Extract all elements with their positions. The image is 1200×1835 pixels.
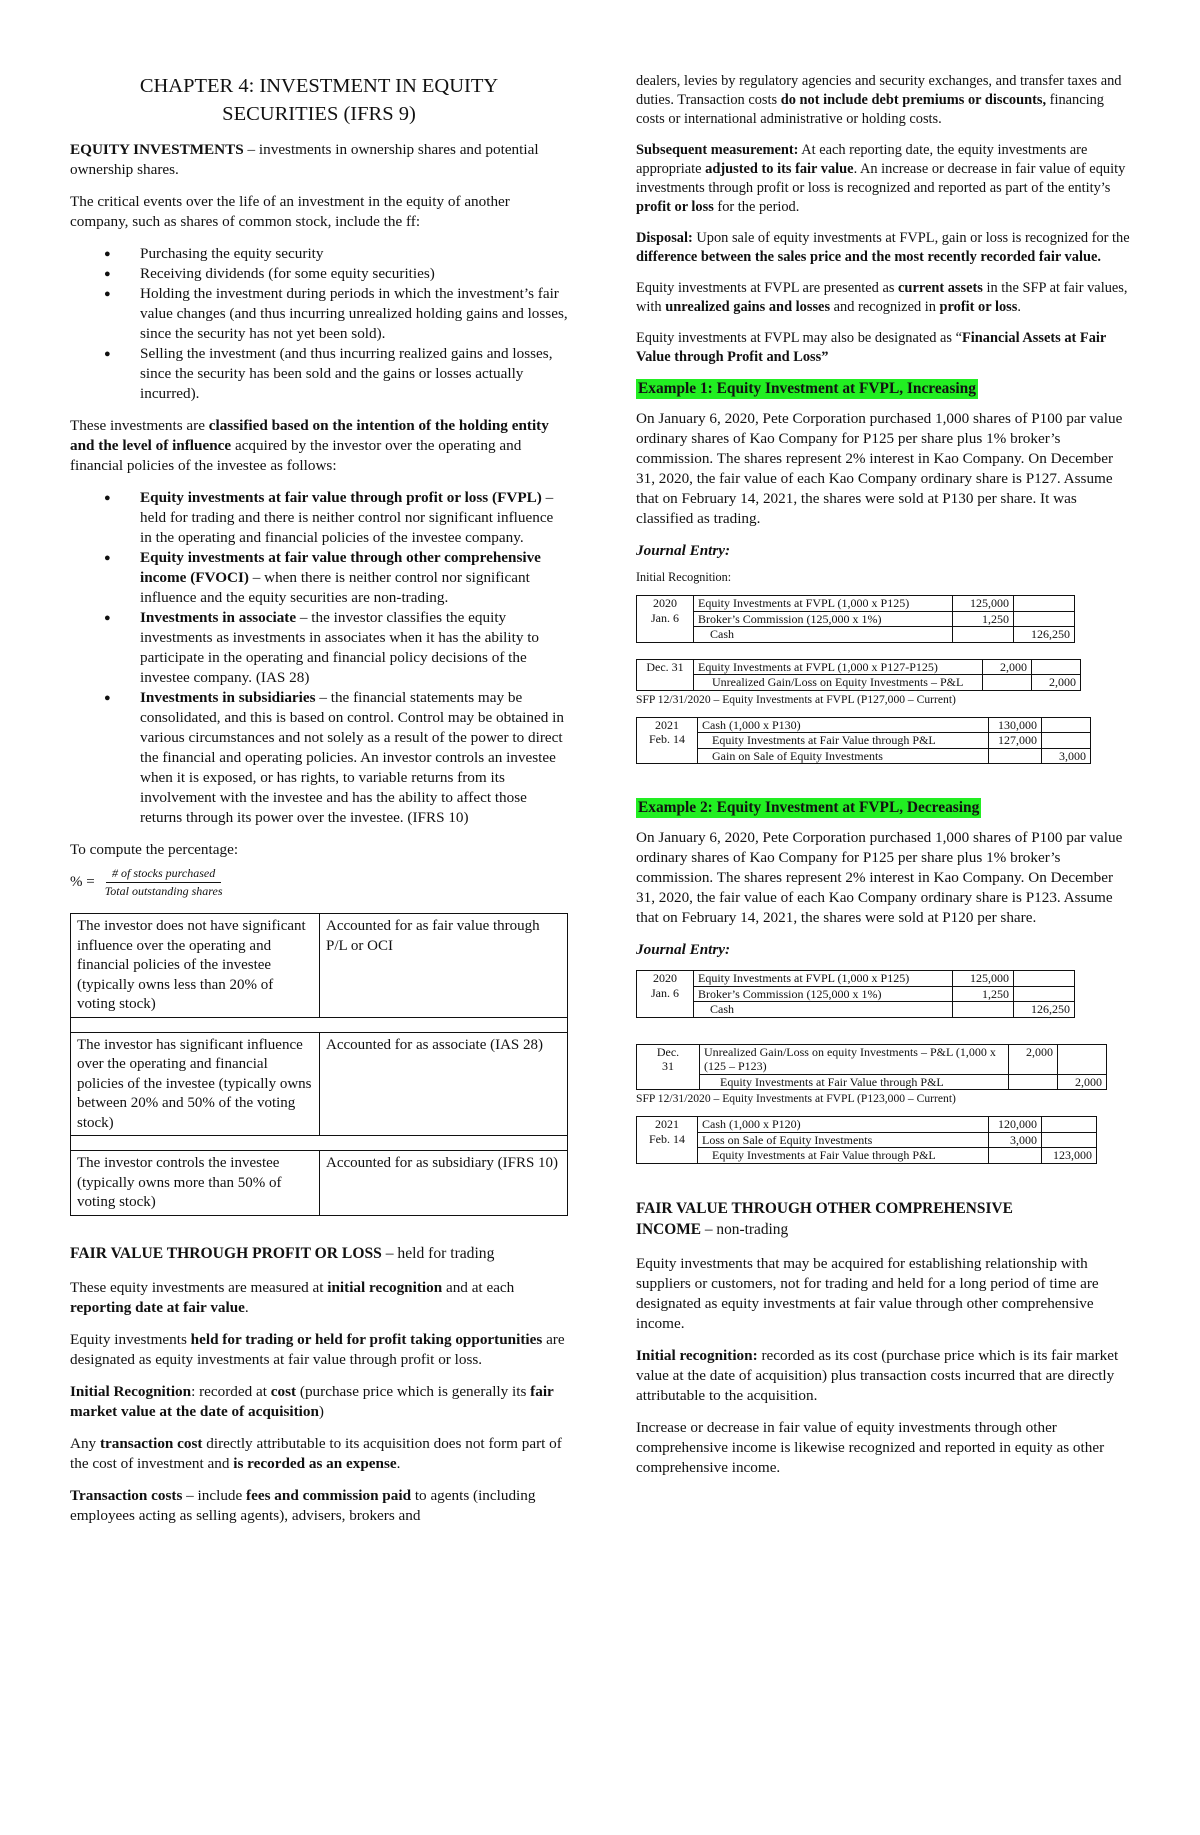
formula-fraction: $\frac{\text{\# of stocks purchased}}{\text{Total outstanding shares}}$ — [104, 866, 223, 898]
critical-events-intro: The critical events over the life of an investment in the equity of another company, such as shares of common stock, include the ff: — [70, 193, 510, 230]
table-cell: Accounted for as fair value through P/L or OCI — [320, 914, 568, 1018]
table-cell: 1,250 — [953, 611, 1014, 627]
table-cell: Accounted for as subsidiary (IFRS 10) — [320, 1151, 568, 1216]
table-cell: 2,000 — [1032, 675, 1081, 691]
table-cell: Dec. 31 — [637, 659, 694, 690]
table-row — [71, 1151, 568, 1216]
journal-entry-label: Journal Entry: — [636, 941, 731, 958]
classification-paragraph: These investments are classified based on the intention of the holding entity and the level of influence acquired by the investor over the operating and financial policies of the investee as follows: — [70, 417, 549, 474]
table-cell — [1042, 1132, 1097, 1148]
disposal: Disposal: Upon sale of equity investments at FVPL, gain or loss is recognized for the difference between the sales price and the most recently recorded fair value. — [636, 230, 1130, 265]
table-row — [637, 1074, 1107, 1090]
table-row — [637, 733, 1091, 749]
list-item: ● Holding the investment during periods in which the investment’s fair value changes (and thus incurring unrealized holding gains and losses, since the security has not yet been sold). — [140, 284, 568, 344]
table-cell: Unrealized Gain/Loss on Equity Investments – P&L — [694, 675, 983, 691]
table-cell — [953, 627, 1014, 643]
table-cell: 130,000 — [989, 717, 1042, 733]
table-cell: The investor controls the investee (typically owns more than 50% of voting stock) — [71, 1151, 320, 1216]
table-cell: 3,000 — [1042, 748, 1091, 764]
fvpl-heading: FAIR VALUE THROUGH PROFIT OR LOSS – held for trading — [70, 1244, 495, 1262]
transaction-cost-paragraph: Any transaction cost directly attributable to its acquisition does not form part of the cost of investment and is recorded as an expense. — [70, 1434, 562, 1472]
table-cell — [989, 748, 1042, 764]
table-row — [637, 1002, 1075, 1018]
table-cell: 1,250 — [953, 986, 1014, 1002]
example-2-text: On January 6, 2020, Pete Corporation purchased 1,000 shares of P100 par value ordinary shares of Kao Company for P125 per share plus 1% broker’s commission. The shares represent 2% interest in Kao Company. On December 31, 2020, the fair value of each Kao Company ordinary share is P123. Assume that on February 14, 2021, the shares were sold at P120 per share. — [636, 829, 1123, 926]
table-cell: The investor does not have significant influence over the operating and financial policies of the investee (typically owns less than 20% of voting stock) — [71, 914, 320, 1018]
table-cell — [1014, 611, 1075, 627]
table-cell: 125,000 — [953, 971, 1014, 987]
list-item: ● Equity investments at fair value through other comprehensive income (FVOCI) – when there is neither control nor significant influence and the equity securities are non-trading. — [140, 548, 568, 608]
percentage-formula: % = $\frac{\text{\# of stocks purchased}}{\text{Total outstanding shares}}$ — [70, 866, 568, 899]
table-cell: Dec. 31 — [637, 1044, 700, 1090]
table-cell — [1014, 596, 1075, 612]
table-row — [637, 717, 1091, 733]
sfp-note: SFP 12/31/2020 – Equity Investments at FVPL (P123,000 – Current) — [636, 1092, 956, 1105]
example-1-heading: Example 1: Equity Investment at FVPL, Increasing — [638, 380, 976, 397]
right-column — [636, 72, 1134, 1490]
example-2-heading: Example 2: Equity Investment at FVPL, Decreasing — [638, 799, 980, 816]
table-cell: 125,000 — [953, 596, 1014, 612]
table-cell — [1032, 659, 1081, 675]
list-item: ● Investments in associate – the investor classifies the equity investments as investments in associates when it has the ability to participate in the operating and financial policy decisions of the investee company. (IAS 28) — [140, 608, 568, 688]
critical-events-list — [70, 244, 568, 404]
transaction-costs-definition: Transaction costs – include fees and commission paid to agents (including employees acting as selling agents), advisers, brokers and — [70, 1486, 536, 1524]
table-cell: Equity Investments at Fair Value through P&L — [698, 733, 989, 749]
initial-recognition-label: Initial Recognition: — [636, 570, 732, 584]
table-cell: Accounted for as associate (IAS 28) — [320, 1032, 568, 1136]
list-item: ● Investments in subsidiaries – the financial statements may be consolidated, and this is based on control. Control may be obtained in various circumstances and not solely as a result of the power to direct the financial and operating policies. An investor controls an investee when it is exposed, or has rights, to variable returns from its involvement with the investee and has the ability to affect those returns through its power over the investee. (IFRS 10) — [140, 688, 568, 828]
table-cell — [1014, 971, 1075, 987]
table-cell — [1014, 986, 1075, 1002]
table-row — [637, 1148, 1097, 1164]
list-item: ● Selling the investment (and thus incurring realized gains and losses, since the security has been sold and the gains or losses actually incurred). — [140, 344, 568, 404]
table-row — [637, 596, 1075, 612]
table-row — [71, 1032, 568, 1136]
classification-list — [70, 488, 568, 828]
list-item: ● Equity investments at fair value through profit or loss (FVPL) – held for trading and there is neither control nor significant influence in the operating and financial policies of the investee company. — [140, 488, 568, 548]
table-row — [637, 659, 1081, 675]
journal-table — [636, 717, 1091, 765]
table-cell: Equity Investments at FVPL (1,000 x P127-P125) — [694, 659, 983, 675]
table-cell: Equity Investments at FVPL (1,000 x P125) — [694, 971, 953, 987]
equity-investments-definition: EQUITY INVESTMENTS – investments in ownership shares and potential ownership shares. — [70, 141, 539, 178]
table-cell: 2020 Jan. 6 — [637, 971, 694, 1018]
table-row — [637, 971, 1075, 987]
table-row — [637, 675, 1081, 691]
table-cell: Cash — [694, 627, 953, 643]
journal-table — [636, 1044, 1107, 1091]
influence-table — [70, 913, 568, 1216]
initial-recognition: Initial Recognition: recorded at cost (purchase price which is generally its fair market value at the date of acquisition) — [70, 1382, 554, 1420]
table-cell: 126,250 — [1014, 627, 1075, 643]
table-cell: Equity Investments at Fair Value through P&L — [698, 1148, 989, 1164]
table-cell: Equity Investments at Fair Value through P&L — [700, 1074, 1009, 1090]
transaction-costs-continued: dealers, levies by regulatory agencies and security exchanges, and transfer taxes and duties. Transaction costs do not include debt premiums or discounts, financing costs or international administrative or holding costs. — [636, 73, 1122, 127]
table-cell: The investor has significant influence over the operating and financial policies of the investee (typically owns between 20% and 50% of the voting stock) — [71, 1032, 320, 1136]
table-cell: 2,000 — [1058, 1074, 1107, 1090]
fvoci-fair-value-change: Increase or decrease in fair value of equity investments through other comprehensive income is likewise recognized and reported in equity as other comprehensive income. — [636, 1418, 1105, 1476]
table-row — [637, 748, 1091, 764]
example-1 — [636, 379, 1134, 764]
example-2 — [636, 798, 1134, 1164]
table-cell: 2,000 — [983, 659, 1032, 675]
table-cell: 2,000 — [1009, 1044, 1058, 1074]
presentation: Equity investments at FVPL are presented as current assets in the SFP at fair values, with unrealized gains and losses and recognized in profit or loss. — [636, 280, 1128, 315]
table-cell: 3,000 — [989, 1132, 1042, 1148]
table-cell: 2021 Feb. 14 — [637, 1117, 698, 1164]
table-cell: Equity Investments at FVPL (1,000 x P125) — [694, 596, 953, 612]
table-cell: Unrealized Gain/Loss on equity Investments – P&L (1,000 x (125 – P123) — [700, 1044, 1009, 1074]
fvoci-heading: FAIR VALUE THROUGH OTHER COMPREHENSIVE INCOME – non-trading — [636, 1199, 1013, 1238]
table-cell: Gain on Sale of Equity Investments — [698, 748, 989, 764]
journal-table — [636, 595, 1075, 643]
journal-table — [636, 970, 1075, 1018]
table-row — [637, 1044, 1107, 1074]
journal-entry-label: Journal Entry: — [636, 542, 731, 559]
table-cell — [1042, 717, 1091, 733]
table-cell — [1042, 733, 1091, 749]
compute-percentage-label: To compute the percentage: — [70, 841, 239, 858]
fvpl-designation: Equity investments held for trading or held for profit taking opportunities are designated as equity investments at fair value through profit or loss. — [70, 1330, 565, 1368]
sfp-note: SFP 12/31/2020 – Equity Investments at FVPL (P127,000 – Current) — [636, 692, 956, 706]
example-1-text: On January 6, 2020, Pete Corporation purchased 1,000 shares of P100 par value ordinary shares of Kao Company for P125 per share plus 1% broker’s commission. The shares represent 2% interest in Kao Company. On December 31, 2020, the fair value of each Kao Company ordinary share is P127. Assume that on February 14, 2021, the shares were sold at P130 per share. It was classified as trading. — [636, 410, 1123, 527]
table-cell: Cash (1,000 x P120) — [698, 1117, 989, 1133]
table-row — [71, 914, 568, 1018]
table-cell: 127,000 — [989, 733, 1042, 749]
fvpl-measurement: These equity investments are measured at initial recognition and at each reporting date at fair value. — [70, 1278, 515, 1316]
subsequent-measurement: Subsequent measurement: At each reporting date, the equity investments are appropriate adjusted to its fair value. An increase or decrease in fair value of equity investments through profit or loss is recognized and reported as part of the entity’s profit or loss for the period. — [636, 142, 1126, 215]
table-cell — [983, 675, 1032, 691]
table-row — [637, 986, 1075, 1002]
table-cell: 126,250 — [1014, 1002, 1075, 1018]
table-row — [637, 627, 1075, 643]
table-cell: Loss on Sale of Equity Investments — [698, 1132, 989, 1148]
list-item: ● Receiving dividends (for some equity securities) — [140, 264, 568, 284]
left-column — [70, 72, 568, 1538]
table-cell: 123,000 — [1042, 1148, 1097, 1164]
table-cell: Broker’s Commission (125,000 x 1%) — [694, 611, 953, 627]
table-cell — [1058, 1044, 1107, 1074]
fvoci-description: Equity investments that may be acquired for establishing relationship with suppliers or customers, not for trading and held for a long period of time are designated as equity investments at fair value through other comprehensive income. — [636, 1254, 1099, 1332]
table-cell: 2021 Feb. 14 — [637, 717, 698, 764]
chapter-title: CHAPTER 4: INVESTMENT IN EQUITY SECURITIES (IFRS 9) — [139, 75, 499, 125]
table-cell: 2020 Jan. 6 — [637, 596, 694, 643]
table-cell: Cash — [694, 1002, 953, 1018]
table-row — [637, 611, 1075, 627]
table-cell: Cash (1,000 x P130) — [698, 717, 989, 733]
table-cell — [989, 1148, 1042, 1164]
table-cell: Broker’s Commission (125,000 x 1%) — [694, 986, 953, 1002]
table-row — [637, 1132, 1097, 1148]
fvoci-initial-recognition: Initial recognition: recorded as its cost (purchase price which is its fair market value at the date of acquisition) plus transaction costs incurred that are directly attributable to the acquisition. — [636, 1346, 1119, 1404]
table-cell — [1042, 1117, 1097, 1133]
table-cell: 120,000 — [989, 1117, 1042, 1133]
list-item: ● Purchasing the equity security — [140, 244, 568, 264]
journal-table — [636, 659, 1081, 691]
table-row — [637, 1117, 1097, 1133]
table-cell — [1009, 1074, 1058, 1090]
journal-table — [636, 1116, 1097, 1164]
table-cell — [953, 1002, 1014, 1018]
designation: Equity investments at FVPL may also be designated as “Financial Assets at Fair Value through Profit and Loss” — [636, 330, 1107, 365]
